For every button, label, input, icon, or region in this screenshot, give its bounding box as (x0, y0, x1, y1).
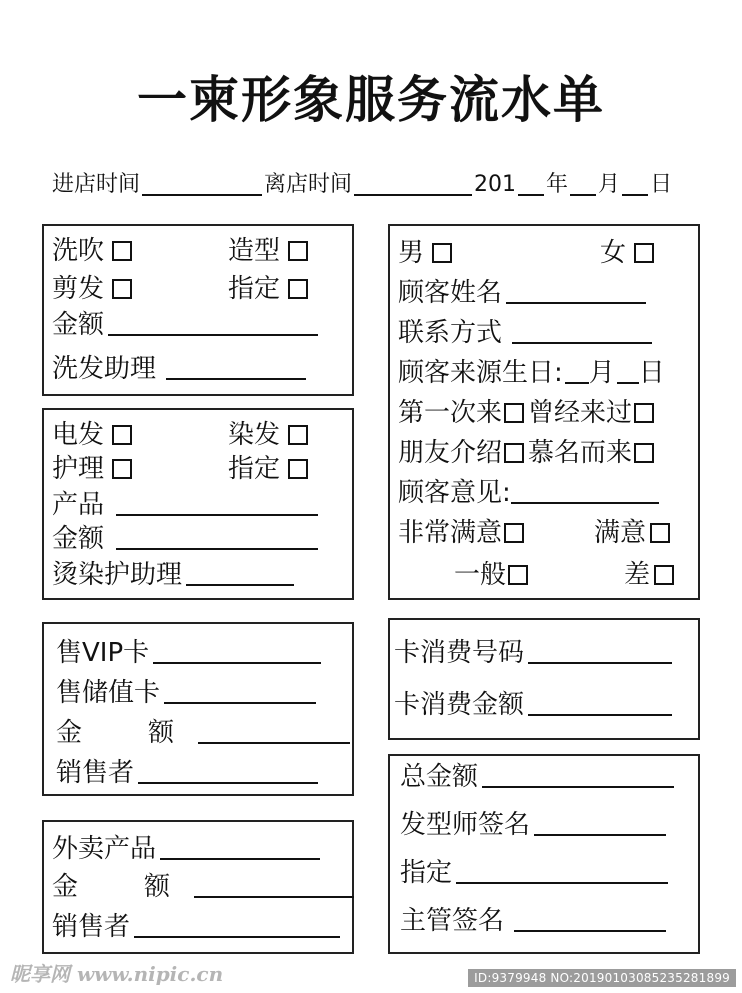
dye-checkbox[interactable] (288, 425, 308, 445)
perm-amount-row (52, 522, 318, 556)
male-row (398, 236, 452, 270)
manager-sign-label: 主管签名 (400, 906, 505, 936)
year-field[interactable] (518, 172, 544, 196)
average-row (454, 558, 528, 592)
wash-blow-checkbox[interactable] (112, 241, 132, 261)
vip-seller-field[interactable] (138, 756, 318, 784)
amount-field[interactable] (108, 308, 318, 336)
perm-amount-field[interactable] (116, 522, 318, 550)
card-number-label: 卡消费号码 (394, 638, 525, 668)
vip-seller-row (56, 756, 318, 790)
vip-amount-row (56, 716, 350, 750)
takeout-product-box (42, 820, 354, 954)
first-visit-checkbox[interactable] (504, 403, 524, 423)
perm-checkbox[interactable] (112, 425, 132, 445)
total-designated-label: 指定 (400, 858, 453, 888)
male-checkbox[interactable] (432, 243, 452, 263)
takeout-amount-label: 金 额 (52, 872, 191, 902)
female-checkbox[interactable] (634, 243, 654, 263)
perm-designated-row (228, 452, 308, 486)
designated-checkbox[interactable] (288, 279, 308, 299)
takeout-seller-row (52, 910, 340, 944)
stylist-sign-label: 发型师签名 (400, 810, 531, 840)
total-field[interactable] (482, 760, 674, 788)
month-field[interactable] (570, 172, 596, 196)
page-title: 一柬形象服务流水单 (137, 70, 605, 129)
card-amount-row (394, 688, 672, 722)
vip-card-row (56, 636, 321, 670)
birthday-month-field[interactable] (565, 356, 589, 384)
cut-checkbox[interactable] (112, 279, 132, 299)
contact-label: 联系方式 (398, 318, 503, 348)
first-visit-label: 第一次来 (398, 398, 503, 428)
perm-assistant-row (52, 558, 294, 592)
satisfied-row (594, 516, 670, 550)
styling-label: 造型 (228, 236, 281, 266)
stylist-sign-field[interactable] (534, 808, 666, 836)
card-number-field[interactable] (528, 636, 672, 664)
perm-designated-checkbox[interactable] (288, 459, 308, 479)
visited-before-label: 曾经来过 (528, 398, 633, 428)
male-label: 男 (398, 238, 425, 268)
care-label: 护理 (52, 454, 105, 484)
takeout-seller-field[interactable] (134, 910, 340, 938)
wash-blow-row (52, 234, 132, 268)
birthday-row (398, 356, 665, 390)
styling-row (228, 234, 308, 268)
feedback-field[interactable] (511, 476, 659, 504)
satisfied-label: 满意 (594, 518, 647, 548)
stored-card-field[interactable] (164, 676, 316, 704)
feedback-label: 顾客意见: (398, 478, 511, 508)
product-field[interactable] (116, 488, 318, 516)
takeout-product-row (52, 832, 320, 866)
perm-amount-label: 金额 (52, 524, 105, 554)
visited-before-checkbox[interactable] (634, 403, 654, 423)
dye-row (228, 418, 308, 452)
total-designated-row (400, 856, 668, 890)
very-satisfied-row (398, 516, 524, 550)
stored-card-label: 售储值卡 (56, 678, 161, 708)
takeout-product-field[interactable] (160, 832, 320, 860)
enter-time-field[interactable] (142, 172, 262, 196)
vip-card-label: 售VIP卡 (56, 638, 150, 668)
satisfied-checkbox[interactable] (650, 523, 670, 543)
customer-name-field[interactable] (506, 276, 646, 304)
wash-service-box (42, 224, 354, 396)
stylist-sign-row (400, 808, 666, 842)
vip-card-box (42, 622, 354, 796)
perm-assistant-field[interactable] (186, 558, 294, 586)
year-label: 年 (546, 172, 569, 197)
cut-row (52, 272, 132, 306)
manager-sign-field[interactable] (514, 904, 666, 932)
enter-time-label: 进店时间 (52, 172, 141, 197)
takeout-product-label: 外卖产品 (52, 834, 157, 864)
assistant-label: 洗发助理 (52, 354, 157, 384)
total-signature-box (388, 754, 700, 954)
contact-row (398, 316, 652, 350)
designated-label: 指定 (228, 274, 281, 304)
styling-checkbox[interactable] (288, 241, 308, 261)
vip-seller-label: 销售者 (56, 758, 135, 788)
year-prefix: 201 (474, 172, 517, 197)
cut-label: 剪发 (52, 274, 105, 304)
customer-name-row (398, 276, 646, 310)
vip-amount-field[interactable] (198, 716, 350, 744)
birthday-label: 顾客来源生日: (398, 358, 563, 388)
amount-label: 金额 (52, 310, 105, 340)
by-reputation-checkbox[interactable] (634, 443, 654, 463)
feedback-row (398, 476, 659, 510)
assistant-row (52, 352, 306, 386)
day-field[interactable] (622, 172, 648, 196)
watermark-footer (0, 959, 742, 993)
takeout-seller-label: 销售者 (52, 912, 131, 942)
takeout-amount-row (52, 870, 354, 904)
product-label: 产品 (52, 490, 105, 520)
card-amount-label: 卡消费金额 (394, 690, 525, 720)
manager-sign-row (400, 904, 666, 938)
female-label: 女 (600, 238, 627, 268)
card-amount-field[interactable] (528, 688, 672, 716)
vip-amount-label: 金 额 (56, 718, 195, 748)
poor-row (624, 558, 674, 592)
perm-row (52, 418, 132, 452)
dye-label: 染发 (228, 420, 281, 450)
total-row (400, 760, 674, 794)
visit-row-2 (398, 436, 654, 470)
friend-referral-label: 朋友介绍 (398, 438, 503, 468)
perm-designated-label: 指定 (228, 454, 281, 484)
poor-checkbox[interactable] (654, 565, 674, 585)
month-label: 月 (598, 172, 621, 197)
perm-service-box (42, 408, 354, 600)
time-line (52, 170, 712, 200)
birthday-day-field[interactable] (617, 356, 639, 384)
friend-referral-checkbox[interactable] (504, 443, 524, 463)
customer-info-box (388, 224, 700, 600)
card-number-row (394, 636, 672, 670)
vip-card-field[interactable] (153, 636, 321, 664)
female-row (600, 236, 654, 270)
leave-time-label: 离店时间 (264, 172, 353, 197)
assistant-field[interactable] (166, 352, 306, 380)
birthday-day-label: 日 (638, 358, 665, 388)
very-satisfied-checkbox[interactable] (504, 523, 524, 543)
by-reputation-label: 慕名而来 (528, 438, 633, 468)
leave-time-field[interactable] (354, 172, 472, 196)
stored-card-row (56, 676, 316, 710)
care-row (52, 452, 132, 486)
watermark-logo: 昵享网 www.nipic.cn (10, 962, 224, 986)
wash-blow-label: 洗吹 (52, 236, 105, 266)
product-row (52, 488, 318, 522)
visit-row-1 (398, 396, 654, 430)
contact-field[interactable] (512, 316, 652, 344)
very-satisfied-label: 非常满意 (398, 518, 503, 548)
designated-row (228, 272, 308, 306)
takeout-amount-field[interactable] (194, 870, 354, 898)
average-label: 一般 (454, 560, 507, 590)
perm-assistant-label: 烫染护助理 (52, 560, 183, 590)
care-checkbox[interactable] (112, 459, 132, 479)
perm-label: 电发 (52, 420, 105, 450)
day-label: 日 (650, 172, 673, 197)
average-checkbox[interactable] (508, 565, 528, 585)
amount-row (52, 308, 318, 342)
total-label: 总金额 (400, 762, 479, 792)
poor-label: 差 (624, 560, 651, 590)
total-designated-field[interactable] (456, 856, 668, 884)
card-consumption-box (388, 618, 700, 740)
watermark-id: ID:9379948 NO:20190103085235281899 (468, 969, 736, 987)
birthday-month-label: 月 (588, 358, 615, 388)
customer-name-label: 顾客姓名 (398, 278, 503, 308)
